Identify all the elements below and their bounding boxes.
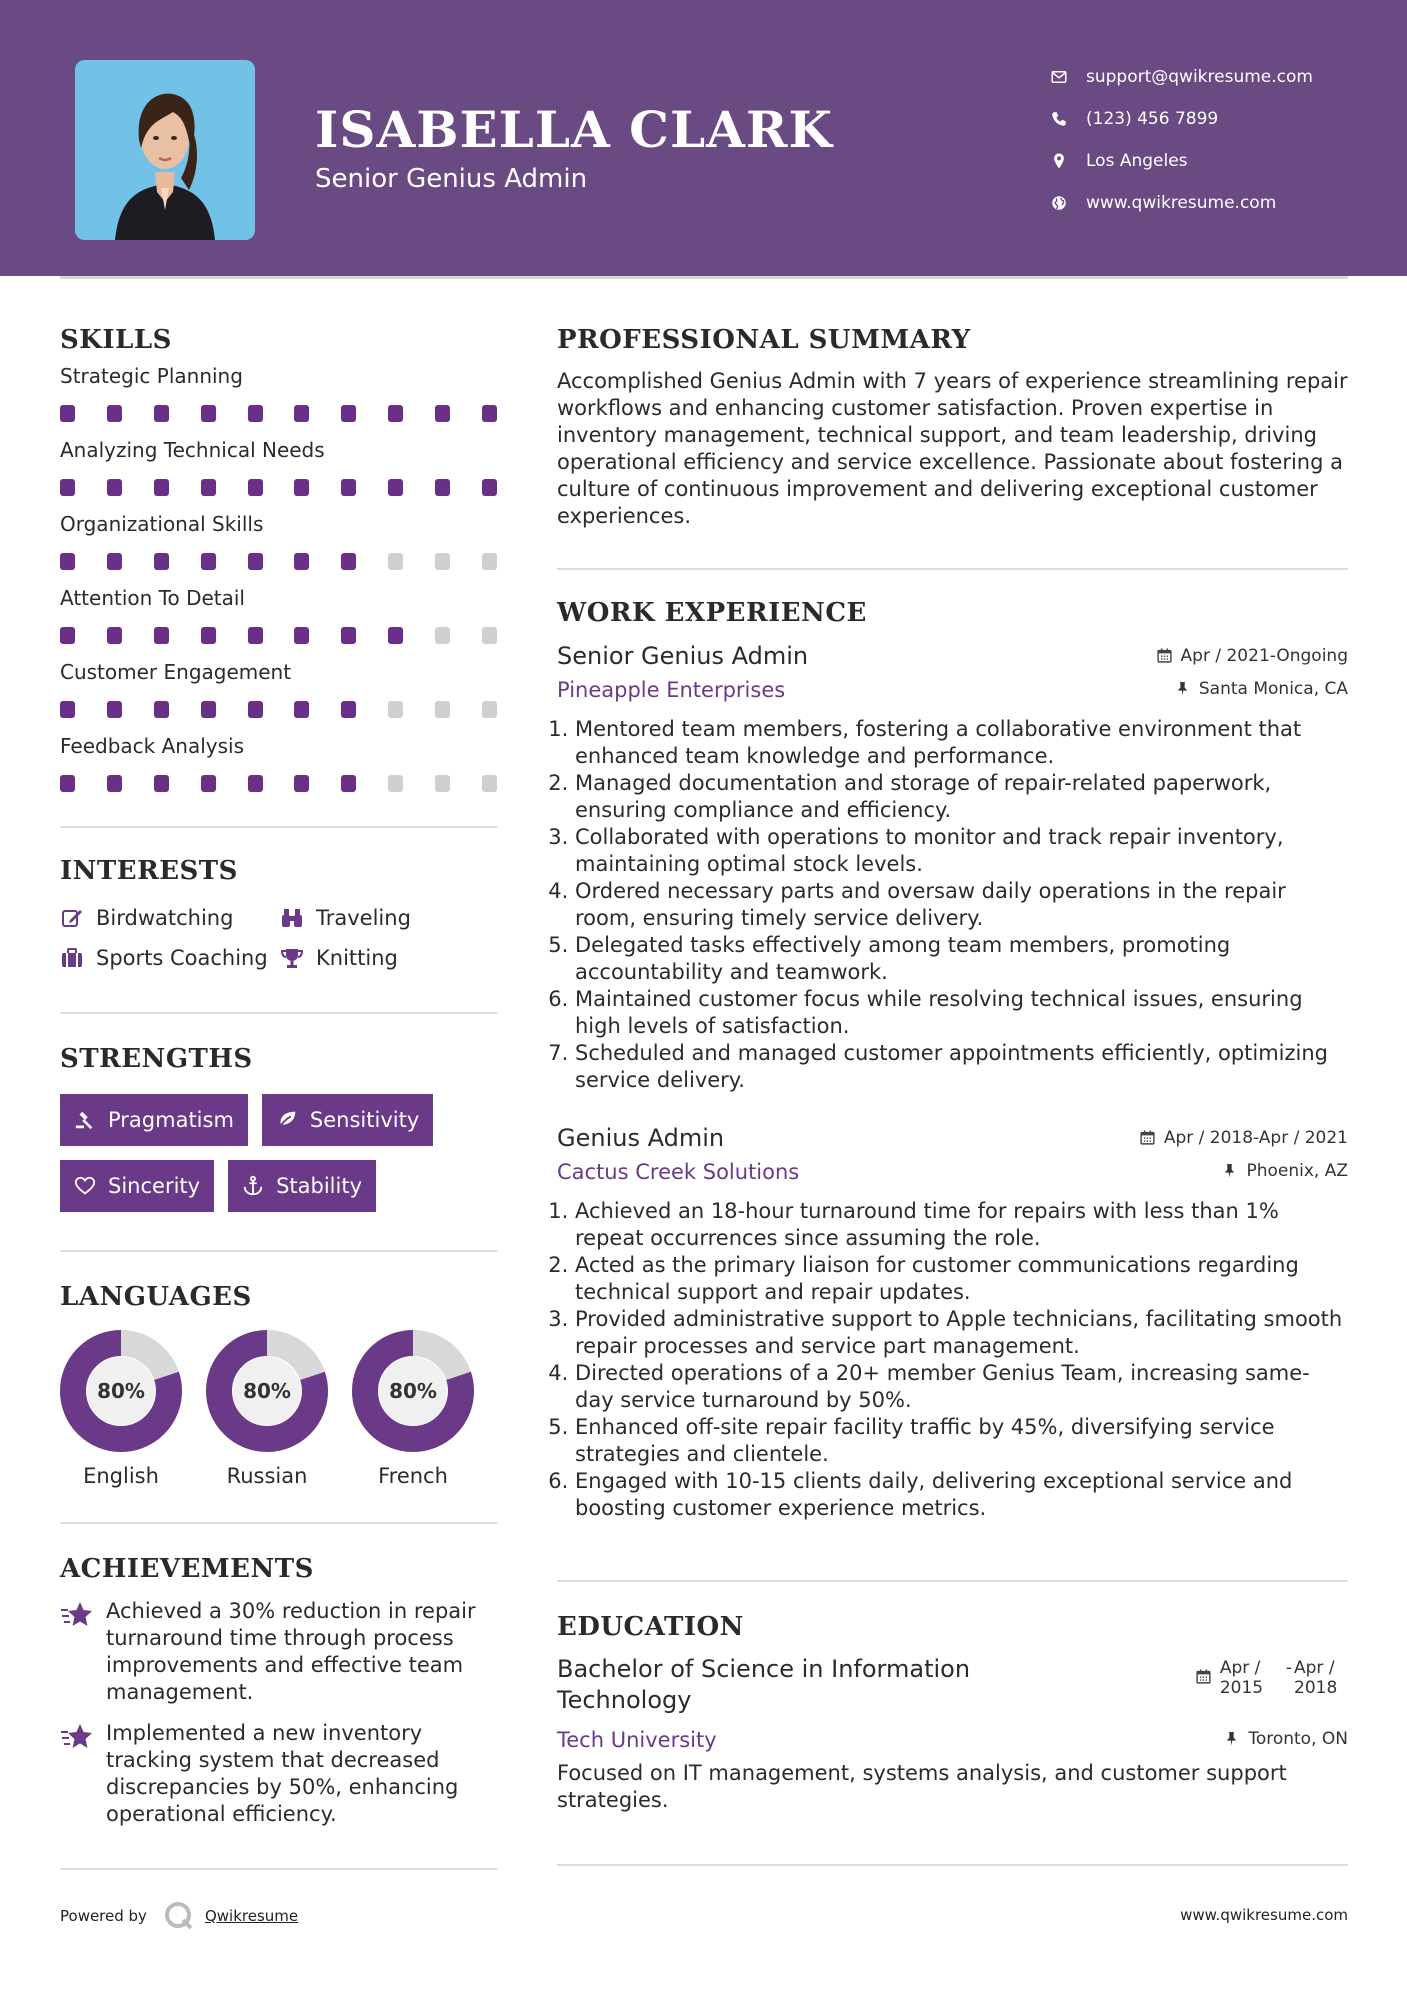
duty-item: 3. Collaborated with operations to monitor and track repair inventory, maintaining optimal stock levels. [575, 824, 1348, 878]
rating-dot-empty [435, 627, 450, 644]
duty-item: 4. Directed operations of a 20+ member Genius Team, increasing same-day service turnaround by 50%. [575, 1360, 1348, 1414]
duty-item: 5. Enhanced off-site repair facility traffic by 45%, diversifying service strategies and clientele. [575, 1414, 1348, 1468]
duty-item: 3. Provided administrative support to Apple technicians, facilitating smooth repair processes and service part management. [575, 1306, 1348, 1360]
strength-tag [262, 1094, 433, 1146]
language-progress-ring [206, 1330, 328, 1452]
achievement-item [60, 1598, 497, 1706]
section-divider [557, 1864, 1348, 1866]
skill-name: Strategic Planning [60, 364, 243, 388]
languages-heading: LANGUAGES [60, 1282, 252, 1312]
skill-item [60, 436, 497, 510]
rating-dot-empty [482, 775, 497, 792]
rating-dot-filled [341, 405, 356, 422]
rating-dot-filled [388, 405, 403, 422]
achievement-text: Implemented a new inventory tracking system that decreased discrepancies by 50%, enhancing operational efficiency. [106, 1721, 459, 1826]
rating-dot-filled [201, 479, 216, 496]
rating-dot-filled [341, 701, 356, 718]
education-date-end: Apr / 2018 [1294, 1658, 1338, 1698]
skill-item [60, 510, 497, 584]
strengths-list [60, 1094, 460, 1212]
language-name: French [378, 1464, 448, 1488]
duty-item: 6. Maintained customer focus while resolving technical issues, ensuring high levels of satisfaction. [575, 986, 1348, 1040]
leaf-icon [276, 1109, 298, 1131]
job-title: Genius Admin [557, 1124, 725, 1152]
job-dates [1139, 1128, 1348, 1148]
education-location-text: Toronto, ON [1248, 1728, 1348, 1749]
edit-icon [60, 906, 84, 930]
rating-dot-filled [107, 405, 122, 422]
duty-item: 7. Scheduled and managed customer appointments efficiently, optimizing service delivery. [575, 1040, 1348, 1094]
contact-email-text: support@qwikresume.com [1086, 67, 1313, 87]
rating-dot-filled [388, 479, 403, 496]
pushpin-icon [1221, 1162, 1238, 1179]
rating-dot-empty [388, 553, 403, 570]
rating-dot-empty [388, 775, 403, 792]
strength-label: Stability [276, 1174, 363, 1198]
skill-rating [60, 538, 497, 584]
strength-label: Sensitivity [309, 1108, 420, 1132]
skills-list [60, 362, 497, 806]
rating-dot-filled [294, 701, 309, 718]
calendar-icon [1195, 1668, 1212, 1685]
education-school: Tech University [557, 1728, 717, 1752]
rating-dot-filled [201, 701, 216, 718]
language-progress-ring [352, 1330, 474, 1452]
interest-label: Knitting [316, 946, 398, 970]
duty-item: 4. Ordered necessary parts and oversaw daily operations in the repair room, ensuring timely service delivery. [575, 878, 1348, 932]
contact-website[interactable] [1050, 182, 1380, 224]
skill-rating [60, 464, 497, 510]
job-duties [557, 716, 1348, 1094]
header-band [0, 0, 1407, 276]
rating-dot-filled [60, 627, 75, 644]
heart-icon [74, 1175, 96, 1197]
envelope-icon [1050, 68, 1068, 86]
rating-dot-filled [248, 775, 263, 792]
qwikresume-link[interactable]: Qwikresume [204, 1907, 299, 1925]
interests-list [60, 906, 497, 970]
section-divider [60, 826, 497, 828]
job-company: Pineapple Enterprises [557, 678, 786, 702]
interest-label: Birdwatching [96, 906, 234, 930]
education-entry [557, 1654, 1348, 1716]
strength-tag [60, 1160, 214, 1212]
trophy-icon [280, 946, 304, 970]
rating-dot-empty [482, 553, 497, 570]
footer-website[interactable]: www.qwikresume.com [1180, 1906, 1348, 1924]
duty-item: 2. Acted as the primary liaison for customer communications regarding technical support and repair updates. [575, 1252, 1348, 1306]
interest-label: Traveling [316, 906, 411, 930]
rating-dot-filled [154, 627, 169, 644]
language-item [60, 1330, 182, 1488]
rating-dot-filled [341, 775, 356, 792]
contact-phone-text: (123) 456 7899 [1086, 109, 1219, 129]
job-dates-text: Apr / 2021-Ongoing [1180, 645, 1348, 666]
contact-location-text: Los Angeles [1086, 151, 1188, 171]
rating-dot-filled [248, 627, 263, 644]
duty-item: 1. Achieved an 18-hour turnaround time for repairs with less than 1% repeat occurrences since assuming the role. [575, 1198, 1348, 1252]
gavel-icon [74, 1109, 96, 1131]
skill-name: Customer Engagement [60, 660, 292, 684]
language-percent: 80% [97, 1379, 145, 1403]
job-entry [557, 642, 1348, 1094]
skill-rating [60, 390, 497, 436]
duty-item: 6. Engaged with 10-15 clients daily, delivering exceptional service and boosting customer experience metrics. [575, 1468, 1348, 1522]
contact-email[interactable] [1050, 56, 1380, 98]
contact-location [1050, 140, 1380, 182]
strengths-heading: STRENGTHS [60, 1044, 253, 1074]
rating-dot-empty [435, 553, 450, 570]
language-name: Russian [226, 1464, 308, 1488]
achievement-text: Achieved a 30% reduction in repair turnaround time through process improvements and effective team management. [106, 1599, 476, 1704]
star-icon [60, 1600, 94, 1630]
rating-dot-filled [482, 479, 497, 496]
contact-phone[interactable] [1050, 98, 1380, 140]
rating-dot-filled [60, 775, 75, 792]
rating-dot-filled [60, 405, 75, 422]
header-divider [60, 276, 1348, 279]
rating-dot-filled [154, 775, 169, 792]
rating-dot-filled [482, 405, 497, 422]
job-dates [1156, 646, 1348, 666]
rating-dot-filled [248, 479, 263, 496]
rating-dot-filled [248, 405, 263, 422]
rating-dot-filled [201, 775, 216, 792]
rating-dot-filled [154, 405, 169, 422]
candidate-name: ISABELLA CLARK [315, 100, 833, 159]
duty-item: 2. Managed documentation and storage of repair-related paperwork, ensuring compliance and efficiency. [575, 770, 1348, 824]
rating-dot-filled [294, 553, 309, 570]
summary-text: Accomplished Genius Admin with 7 years of experience streamlining repair workflows and enhancing customer satisfaction. Proven expertise in inventory management, technical support, and team leadership, driving operational efficiency and service excellence. Passionate about fostering a culture of continuous improvement and delivering exceptional customer experiences. [557, 369, 1348, 528]
interest-item [60, 946, 280, 970]
summary-heading: PROFESSIONAL SUMMARY [557, 325, 971, 355]
rating-dot-filled [107, 553, 122, 570]
rating-dot-filled [154, 553, 169, 570]
rating-dot-filled [294, 775, 309, 792]
education-dates [1195, 1658, 1348, 1716]
footer-powered [60, 1900, 298, 1932]
job-duties [557, 1198, 1348, 1522]
anchor-icon [242, 1175, 264, 1197]
job-location-text: Phoenix, AZ [1246, 1160, 1348, 1181]
rating-dot-empty [482, 627, 497, 644]
map-pin-icon [1050, 152, 1068, 170]
section-divider [60, 1250, 497, 1252]
section-divider [557, 568, 1348, 570]
rating-dot-filled [435, 479, 450, 496]
interest-label: Sports Coaching [96, 946, 268, 970]
rating-dot-filled [248, 553, 263, 570]
job-location [1174, 679, 1348, 699]
rating-dot-filled [341, 553, 356, 570]
rating-dot-filled [107, 701, 122, 718]
job-dates-text: Apr / 2018-Apr / 2021 [1163, 1127, 1348, 1148]
rating-dot-empty [388, 701, 403, 718]
duty-item: 1. Mentored team members, fostering a collaborative environment that enhanced team knowledge and performance. [575, 716, 1348, 770]
briefcase-icon [60, 946, 84, 970]
rating-dot-filled [154, 701, 169, 718]
profile-photo [75, 60, 255, 240]
skill-name: Analyzing Technical Needs [60, 438, 325, 462]
rating-dot-filled [435, 405, 450, 422]
language-percent: 80% [243, 1379, 291, 1403]
rating-dot-filled [60, 553, 75, 570]
rating-dot-filled [107, 775, 122, 792]
rating-dot-filled [60, 701, 75, 718]
rating-dot-filled [294, 405, 309, 422]
calendar-icon [1156, 647, 1173, 664]
skill-item [60, 732, 497, 806]
experience-heading: WORK EXPERIENCE [557, 598, 867, 628]
rating-dot-filled [294, 479, 309, 496]
section-divider [60, 1868, 497, 1870]
education-location [1223, 1729, 1348, 1749]
languages-list [60, 1330, 497, 1488]
job-location [1221, 1161, 1348, 1181]
globe-icon [1050, 194, 1068, 212]
contact-website-text: www.qwikresume.com [1086, 193, 1277, 213]
powered-by-text: Powered by [60, 1907, 147, 1925]
skill-name: Attention To Detail [60, 586, 245, 610]
skill-name: Organizational Skills [60, 512, 264, 536]
rating-dot-filled [388, 627, 403, 644]
education-date-separator: - [1285, 1658, 1292, 1678]
job-company: Cactus Creek Solutions [557, 1160, 800, 1184]
education-description: Focused on IT management, systems analysis, and customer support strategies. [557, 1761, 1287, 1812]
skill-item [60, 584, 497, 658]
rating-dot-empty [435, 775, 450, 792]
job-title: Senior Genius Admin [557, 642, 809, 670]
job-location-text: Santa Monica, CA [1198, 678, 1348, 699]
contact-list [1050, 56, 1380, 224]
rating-dot-filled [201, 627, 216, 644]
language-item [206, 1330, 328, 1488]
achievement-item [60, 1720, 497, 1828]
rating-dot-empty [482, 701, 497, 718]
pushpin-icon [1174, 680, 1191, 697]
section-divider [60, 1522, 497, 1524]
duty-item: 5. Delegated tasks effectively among team members, promoting accountability and teamwork. [575, 932, 1348, 986]
job-entry [557, 1124, 1348, 1522]
skill-rating [60, 760, 497, 806]
language-progress-ring [60, 1330, 182, 1452]
skill-rating [60, 686, 497, 732]
qwikresume-logo-icon [163, 1900, 195, 1932]
right-column [557, 320, 1348, 1866]
section-divider [557, 1580, 1348, 1582]
rating-dot-filled [201, 405, 216, 422]
rating-dot-empty [435, 701, 450, 718]
rating-dot-filled [60, 479, 75, 496]
strength-tag [60, 1094, 248, 1146]
left-column [60, 320, 497, 1870]
pushpin-icon [1223, 1730, 1240, 1747]
rating-dot-filled [107, 479, 122, 496]
rating-dot-filled [201, 553, 216, 570]
education-degree: Bachelor of Science in Information Technology [557, 1655, 971, 1714]
star-icon [60, 1722, 94, 1752]
interest-item [280, 946, 480, 970]
rating-dot-filled [107, 627, 122, 644]
skills-heading: SKILLS [60, 325, 172, 355]
education-date-start: Apr / 2015 [1219, 1658, 1264, 1698]
candidate-title: Senior Genius Admin [315, 164, 588, 194]
strength-tag [228, 1160, 376, 1212]
language-name: English [83, 1464, 159, 1488]
skill-item [60, 658, 497, 732]
skill-name: Feedback Analysis [60, 734, 245, 758]
skill-rating [60, 612, 497, 658]
strength-label: Pragmatism [108, 1108, 234, 1132]
rating-dot-filled [341, 627, 356, 644]
interest-item [60, 906, 280, 930]
section-divider [60, 1012, 497, 1014]
rating-dot-filled [154, 479, 169, 496]
binoculars-icon [280, 906, 304, 930]
calendar-icon [1139, 1129, 1156, 1146]
phone-icon [1050, 110, 1068, 128]
interests-heading: INTERESTS [60, 856, 238, 886]
rating-dot-filled [341, 479, 356, 496]
achievements-heading: ACHIEVEMENTS [60, 1554, 314, 1584]
rating-dot-filled [294, 627, 309, 644]
language-percent: 80% [389, 1379, 437, 1403]
education-heading: EDUCATION [557, 1612, 744, 1642]
rating-dot-filled [248, 701, 263, 718]
person-portrait-icon [75, 60, 255, 240]
strength-label: Sincerity [108, 1174, 201, 1198]
skill-item [60, 362, 497, 436]
language-item [352, 1330, 474, 1488]
interest-item [280, 906, 480, 930]
